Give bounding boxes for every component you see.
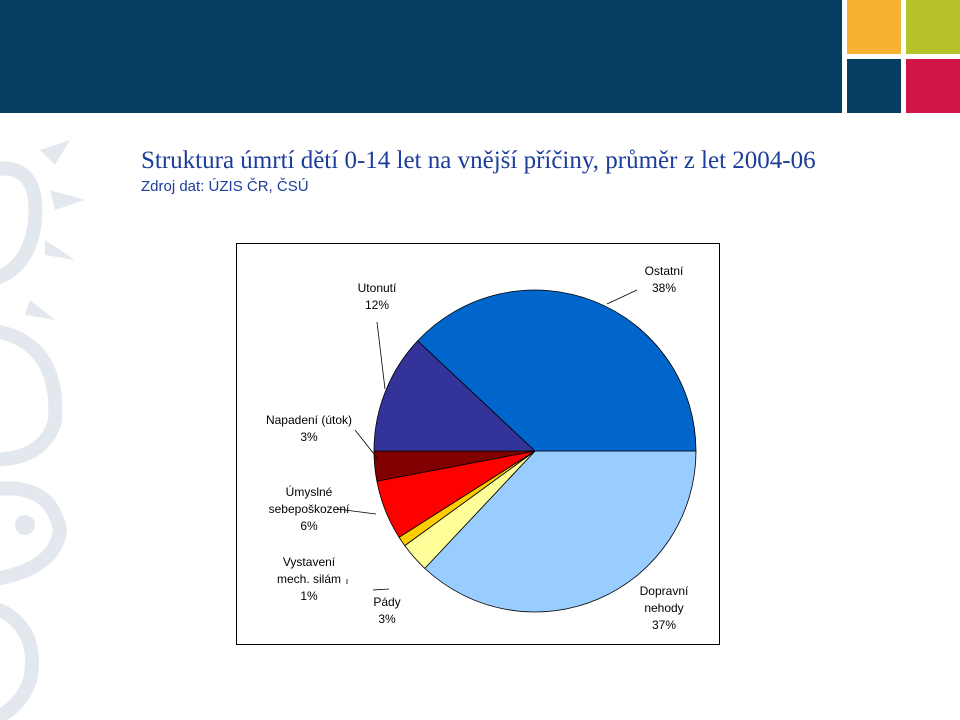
decor-tile-red bbox=[906, 59, 960, 113]
decor-tile-yellow bbox=[847, 0, 901, 54]
slice-category-label: sebepoškození bbox=[268, 502, 350, 516]
slice-value-label: 3% bbox=[300, 430, 318, 444]
slice-value-label: 3% bbox=[378, 612, 396, 626]
slice-value-label: 1% bbox=[300, 589, 318, 603]
pie-chart-frame bbox=[236, 243, 720, 645]
decorative-sun-swirl bbox=[0, 130, 110, 720]
slice-category-label: Úmyslné bbox=[285, 485, 333, 499]
slice-category-label: mech. silám bbox=[276, 572, 342, 586]
slice-value-label: 38% bbox=[651, 281, 677, 295]
leader-line bbox=[377, 322, 385, 389]
slice-category-label: Napadení (útok) bbox=[265, 413, 353, 427]
slide-title: Struktura úmrtí dětí 0-14 let na vnější příčiny, průměr z let 2004-06 bbox=[141, 147, 816, 174]
leader-line bbox=[607, 290, 637, 304]
slice-category-label: Utonutí bbox=[357, 281, 397, 295]
pie-chart bbox=[237, 244, 719, 644]
slice-category-label: Pády bbox=[373, 595, 401, 609]
slide-subtitle: Zdroj dat: ÚZIS ČR, ČSÚ bbox=[141, 178, 309, 195]
slice-category-label: Dopravní bbox=[639, 584, 689, 598]
slice-value-label: 37% bbox=[651, 618, 677, 632]
decor-tile-navy bbox=[847, 59, 901, 113]
slice-category-label: Ostatní bbox=[644, 264, 684, 278]
leader-line bbox=[373, 589, 389, 590]
slice-category-label: Vystavení bbox=[282, 555, 336, 569]
header-band bbox=[0, 0, 842, 113]
slice-category-label: nehody bbox=[644, 601, 684, 615]
decor-tile-green bbox=[906, 0, 960, 54]
slice-value-label: 12% bbox=[364, 298, 390, 312]
slice-value-label: 6% bbox=[300, 519, 318, 533]
